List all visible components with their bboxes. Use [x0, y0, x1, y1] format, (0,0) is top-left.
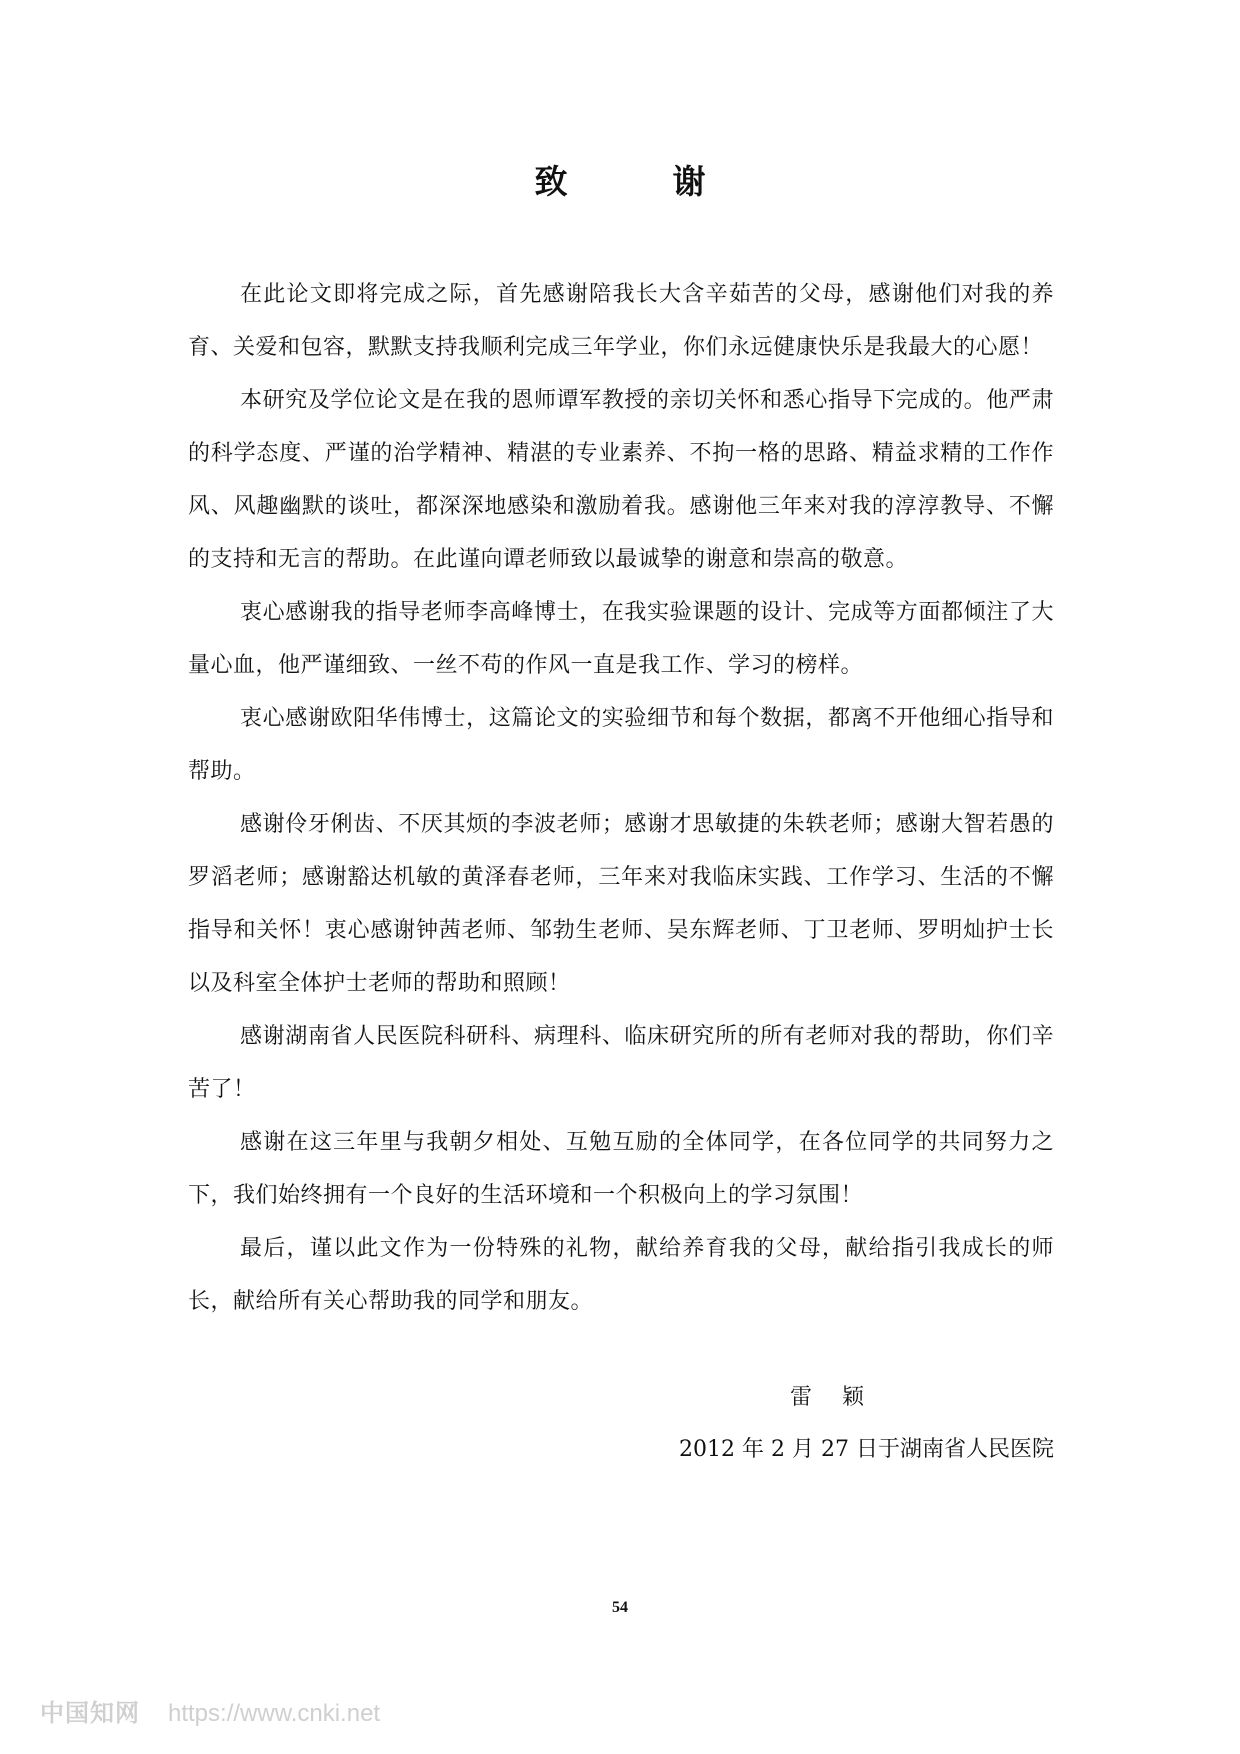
watermark	[40, 1693, 380, 1728]
author-name: 雷颖	[789, 1385, 894, 1410]
paragraph: 衷心感谢我的指导老师李高峰博士，在我实验课题的设计、完成等方面都倾注了大量心血，他严谨细致、一丝不苟的作风一直是我工作、学习的榜样。	[188, 600, 1054, 678]
paragraph: 在此论文即将完成之际，首先感谢陪我长大含辛茹苦的父母，感谢他们对我的养育、关爱和包容，默默支持我顺利完成三年学业，你们永远健康快乐是我最大的心愿！	[188, 282, 1054, 360]
page-number: 54	[612, 1599, 628, 1616]
paragraph: 感谢湖南省人民医院科研科、病理科、临床研究所的所有老师对我的帮助，你们辛苦了！	[188, 1024, 1054, 1102]
acknowledgement-body	[188, 268, 1054, 1328]
signature-date: 2012 年 2 月 27 日于湖南省人民医院	[679, 1437, 1054, 1462]
paragraph: 衷心感谢欧阳华伟博士，这篇论文的实验细节和每个数据，都离不开他细心指导和帮助。	[188, 706, 1054, 784]
paragraph: 感谢在这三年里与我朝夕相处、互勉互励的全体同学，在各位同学的共同努力之下，我们始终拥有一个良好的生活环境和一个积极向上的学习氛围！	[188, 1130, 1054, 1208]
page-title: 致 谢	[534, 162, 742, 201]
watermark-brand: 中国知网	[40, 1700, 140, 1727]
paragraph: 感谢伶牙俐齿、不厌其烦的李波老师；感谢才思敏捷的朱轶老师；感谢大智若愚的罗滔老师；感谢豁达机敏的黄泽春老师，三年来对我临床实践、工作学习、生活的不懈指导和关怀！衷心感谢钟茜老师、邹勃生老师、吴东辉老师、丁卫老师、罗明灿护士长以及科室全体护士老师的帮助和照顾！	[188, 812, 1054, 996]
watermark-url: https://www.cnki.net	[168, 1700, 381, 1727]
signature-block	[600, 1372, 1054, 1476]
paragraph: 最后，谨以此文作为一份特殊的礼物，献给养育我的父母，献给指引我成长的师长，献给所有关心帮助我的同学和朋友。	[188, 1236, 1054, 1314]
paragraph: 本研究及学位论文是在我的恩师谭军教授的亲切关怀和悉心指导下完成的。他严肃的科学态度、严谨的治学精神、精湛的专业素养、不拘一格的思路、精益求精的工作作风、风趣幽默的谈吐，都深深地感染和激励着我。感谢他三年来对我的淳淳教导、不懈的支持和无言的帮助。在此谨向谭老师致以最诚挚的谢意和崇高的敬意。	[188, 388, 1054, 572]
